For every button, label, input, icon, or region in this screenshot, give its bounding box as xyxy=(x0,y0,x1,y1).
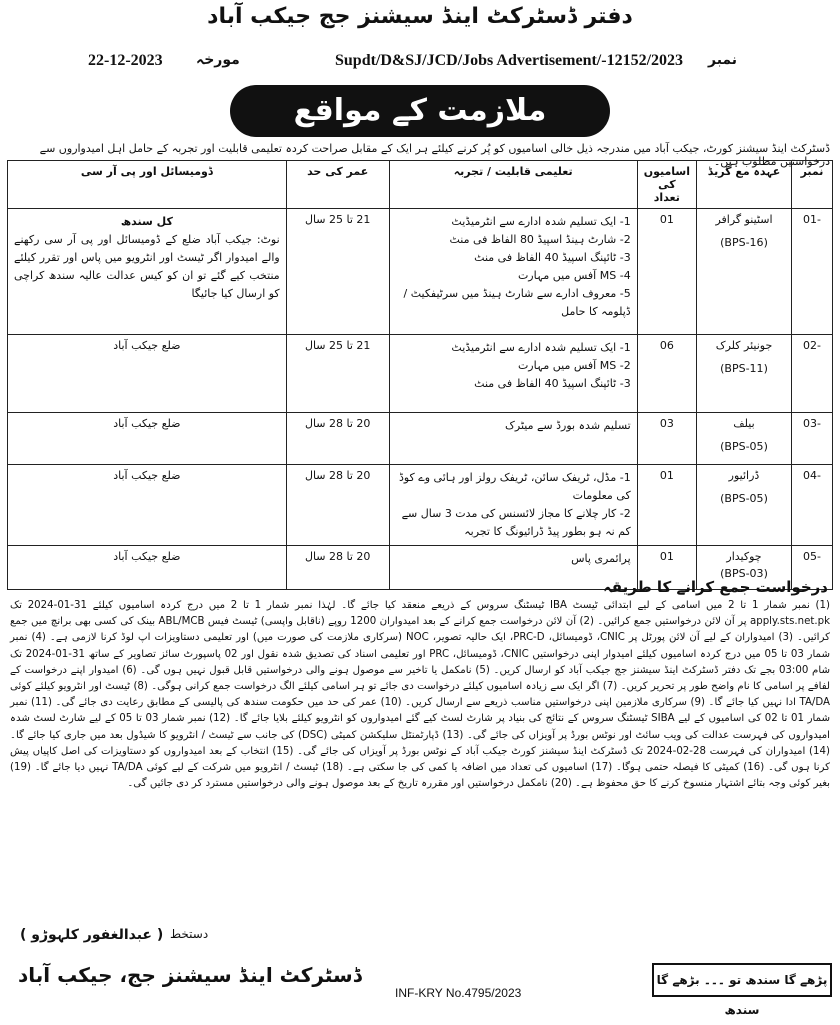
reference-number: Supdt/D&SJ/JCD/Jobs Advertisement/-12152/2023 xyxy=(335,52,684,69)
post-title: اسٹینو گرافر xyxy=(715,213,773,226)
col-domicile: ڈومیسائل اور پی آر سی xyxy=(8,161,287,209)
row-age: 20 تا 28 سال xyxy=(286,413,389,465)
office-title: دفتر ڈسٹرکٹ اینڈ سیشنز جج جیکب آباد xyxy=(207,4,633,29)
post-grade: (BPS-16) xyxy=(720,236,768,249)
post-grade: (BPS-03) xyxy=(720,567,768,580)
post-title: جونیئر کلرک xyxy=(715,339,773,352)
domicile-note: نوٹ: جیکب آباد ضلع کے ڈومیسائل اور پی آر سی رکھنے والے امیدوار اگر ٹیسٹ اور انٹرویو میں پاس اور تقرر کیلئے منتخب کیے گئے تو ان کو کیس عدالت عالیہ سندھ کراچی کو ارسال کیا جائیگا xyxy=(14,233,280,300)
table-row xyxy=(8,465,833,546)
row-domicile: ضلع جیکب آباد xyxy=(8,465,287,546)
jobs-banner: ملازمت کے مواقع xyxy=(230,85,610,137)
col-count: اسامیوں کی تعداد xyxy=(637,161,696,209)
post-title: ڈرائیور xyxy=(728,469,760,482)
application-process-text: (1) نمبر شمار 1 تا 2 میں اسامی کے لیے ابتدائی ٹیسٹ IBA ٹیسٹنگ سروس کے ذریعے منعقد کیا جائے گا۔ لہٰذا نمبر شمار 1 تا 2 میں درج کردہ اسامیوں کیلئے 31-01-2024 تک apply.sts.net.pk پر آن لائن درخواستیں جمع کرائیں۔ (2) آن لائن درخواست جمع کرانے کے بعد امیدواران 1200 روپے (ناقابل واپسی) ٹیسٹ فیس ABL/MCB بینک کی کسی بھی برانچ میں جمع کرائیں۔ (3) امیدواران کے لیے آن لائن پورٹل پر CNIC، ڈومیسائل، PRC-D، ایک حالیہ تصویر، NOC (سرکاری ملازمت کی صورت میں) اور تعلیمی دستاویزات اپ لوڈ کرنا لازمی ہے۔ (4) نمبر شمار 03 تا 05 میں درج کردہ اسامیوں کیلئے امیدوار اپنی درخواستیں CNIC، ڈومیسائل، PRC اور تعلیمی اسناد کی تصدیق شدہ نقول اور 02 پاسپورٹ سائز تصاویر کے ساتھ 31-01-2024 تک شام 03:00 بجے تک دفتر ڈسٹرکٹ اینڈ سیشنز جج جیکب آباد کو ارسال کریں۔ (5) نامکمل یا تاخیر سے موصول ہونے والی درخواستیں قابل قبول نہیں ہوں گی۔ (6) امیدوار اپنے درخواست کے لفافے پر اسامی کا نام واضح طور پر تحریر کریں۔ (7) اگر ایک سے زیادہ اسامیوں کیلئے درخواست دی جائے تو ہر اسامی کیلئے الگ درخواست جمع کرانی ہوگی۔ (8) ٹیسٹ اور انٹرویو کیلئے کوئی TA/DA ادا نہیں کیا جائے گا۔ (9) سرکاری ملازمین اپنی درخواستیں مناسب ذریعے سے ارسال کریں۔ (10) عمر کی حد میں حکومت سندھ کی پالیسی کے مطابق رعایت دی جائے گی۔ (11) نمبر شمار 01 تا 02 کی اسامیوں کے لیے SIBA ٹیسٹنگ سروس کے نتائج کی بنیاد پر شارٹ لسٹ کیے گئے امیدواروں کو انٹرویو کیلئے بلایا جائے گا۔ (12) نمبر شمار 03 تا 05 کے لیے شارٹ لسٹ شدہ امیدواروں کی فہرست عدالت کی ویب سائٹ اور نوٹس بورڈ پر آویزاں کی جائے گی۔ (13) ڈپارٹمنٹل سلیکشن کمیٹی (DSC) کی جانب سے ٹیسٹ / انٹرویو کا شیڈول بعد میں جاری کیا جائے گا۔ (14) امیدواران کی فہرست 28-02-2024 تک ڈسٹرکٹ اینڈ سیشنز کورٹ جیکب آباد کے نوٹس بورڈ پر آویزاں کی جائے گی۔ (15) انتخاب کے بعد امیدواروں کو دستاویزات کی اصل کاپیاں پیش کرنا ہوں گی۔ (16) کمیٹی کا فیصلہ حتمی ہوگا۔ (17) اسامیوں کی تعداد میں اضافہ یا کمی کی جا سکتی ہے۔ (18) ٹیسٹ / انٹرویو میں شرکت کے لیے کوئی TA/DA نہیں دیا جائے گا۔ (19) بغیر کوئی وجہ بتائے اشتہار منسوخ کرنے کا حق محفوظ ہے۔ (20) نامکمل درخواستیں اور مقررہ تاریخ کے بعد موصول ہونے والی درخواستیں مسترد کر دی جائیں گی۔ xyxy=(10,600,831,790)
reference-line xyxy=(0,48,840,76)
row-qualification xyxy=(389,209,637,335)
table-row xyxy=(8,413,833,465)
table-row xyxy=(8,335,833,413)
row-post xyxy=(697,335,792,413)
row-domicile xyxy=(8,209,287,335)
row-domicile: ضلع جیکب آباد xyxy=(8,335,287,413)
row-no: -01 xyxy=(792,209,833,335)
row-post xyxy=(697,209,792,335)
row-domicile: ضلع جیکب آباد xyxy=(8,546,287,590)
qualification-line: 1- ایک تسلیم شدہ ادارے سے انٹرمیڈیٹ xyxy=(451,215,631,228)
post-title: بیلف xyxy=(733,417,755,430)
col-no: نمبر xyxy=(792,161,833,209)
vacancies-table xyxy=(7,160,833,590)
row-domicile: ضلع جیکب آباد xyxy=(8,413,287,465)
row-count: 01 xyxy=(637,546,696,590)
row-age: 20 تا 28 سال xyxy=(286,546,389,590)
post-grade: (BPS-05) xyxy=(720,440,768,453)
row-no: -02 xyxy=(792,335,833,413)
row-age: 21 تا 25 سال xyxy=(286,209,389,335)
row-no: -03 xyxy=(792,413,833,465)
qualification-line: 1- ایک تسلیم شدہ ادارے سے انٹرمیڈیٹ xyxy=(451,341,631,354)
table-row xyxy=(8,209,833,335)
inf-reference: INF-KRY No.4795/2023 xyxy=(395,986,522,1000)
qualification-line: 2- شارٹ ہینڈ اسپیڈ 80 الفاظ فی منٹ xyxy=(449,233,631,246)
row-count: 06 xyxy=(637,335,696,413)
qualification-line: 3- ٹائپنگ اسپیڈ 40 الفاظ فی منٹ xyxy=(474,377,631,390)
signatory-name: ( عبدالغفور کلہوڑو ) xyxy=(20,927,164,943)
domicile-head: کل سندھ xyxy=(120,215,173,228)
row-qualification xyxy=(389,335,637,413)
judge-designation: ڈسٹرکٹ اینڈ سیشنز جج، جیکب آباد xyxy=(18,963,362,987)
row-age: 20 تا 28 سال xyxy=(286,465,389,546)
qualification-line: 2- کار چلانے کا مجاز لائسنس کی مدت 3 سال سے کم نہ ہو بطور پیڈ ڈرائیونگ کا تجربہ xyxy=(401,507,631,538)
row-no: -05 xyxy=(792,546,833,590)
col-qualification: تعلیمی قابلیت / تجربہ xyxy=(389,161,637,209)
qualification-line: 2- MS آفس میں مہارت xyxy=(517,359,631,372)
qualification-line: تسلیم شدہ بورڈ سے میٹرک xyxy=(505,419,631,432)
qualification-line: پرائمری پاس xyxy=(571,552,631,565)
date-label: مورخہ xyxy=(196,52,240,68)
row-post xyxy=(697,465,792,546)
col-age: عمر کی حد xyxy=(286,161,389,209)
qualification-line: 1- مڈل، ٹریفک سائن، ٹریفک رولز اور ہائی وے کوڈ کی معلومات xyxy=(398,471,631,502)
row-count: 03 xyxy=(637,413,696,465)
row-count: 01 xyxy=(637,465,696,546)
ad-date: 22-12-2023 xyxy=(88,52,163,69)
post-grade: (BPS-05) xyxy=(720,492,768,505)
application-process-heading: درخواست جمع کرانے کا طریقہ xyxy=(603,578,828,596)
signed-label: دستخط xyxy=(170,927,209,941)
post-title: چوکیدار xyxy=(726,550,762,563)
intro-text: ڈسٹرکٹ اینڈ سیشنز کورٹ، جیکب آباد میں مندرجہ ذیل خالی اسامیوں کو پُر کرنے کیلئے ہر ایک کے مقابل صراحت کردہ تعلیمی قابلیت اور تجربہ کے حامل اہل امیدواروں سے درخواستیں مطلوب ہیں۔ xyxy=(39,142,830,168)
row-post xyxy=(697,413,792,465)
qualification-line: 5- معروف ادارے سے شارٹ ہینڈ میں سرٹیفکیٹ / ڈپلومہ کا حامل xyxy=(403,287,631,318)
row-no: -04 xyxy=(792,465,833,546)
row-qualification xyxy=(389,465,637,546)
qualification-line: 3- ٹائپنگ اسپیڈ 40 الفاظ فی منٹ xyxy=(474,251,631,264)
post-grade: (BPS-11) xyxy=(720,362,768,375)
reference-label: نمبر xyxy=(708,52,738,68)
slogan-box: پڑھے گا سندھ تو ۔۔۔ بڑھے گا سندھ xyxy=(652,963,832,997)
qualification-line: 4- MS آفس میں مہارت xyxy=(517,269,631,282)
row-count: 01 xyxy=(637,209,696,335)
row-age: 21 تا 25 سال xyxy=(286,335,389,413)
row-qualification xyxy=(389,413,637,465)
table-header-row xyxy=(8,161,833,209)
col-post: عہدہ مع گریڈ xyxy=(697,161,792,209)
